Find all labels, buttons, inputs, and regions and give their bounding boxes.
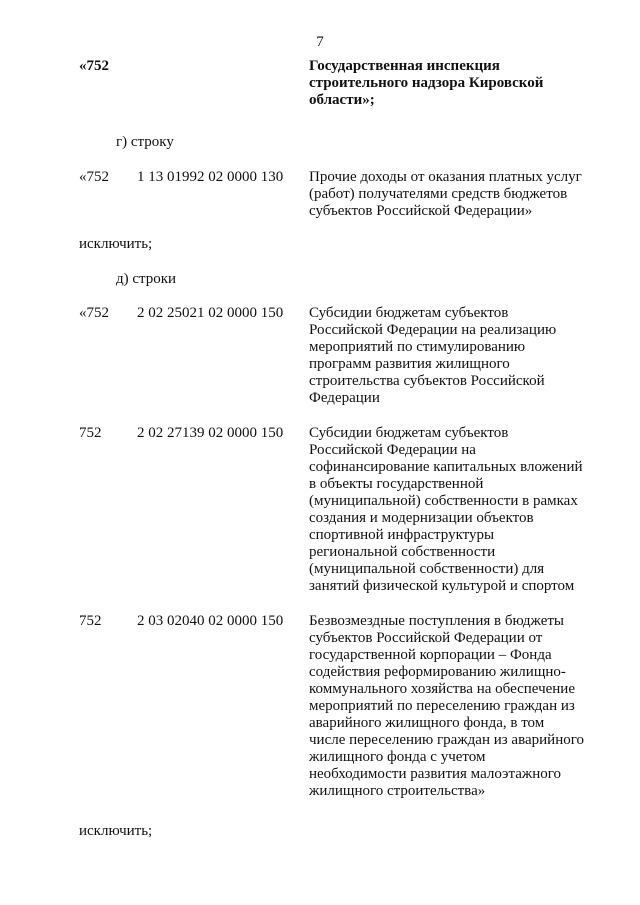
description-line: аварийного жилищного фонда, в том xyxy=(309,715,545,731)
description-line: (муниципальной собственности) для xyxy=(309,561,545,577)
row-d1-kbk: 2 02 25021 02 0000 150 xyxy=(137,305,284,321)
row-g-description xyxy=(309,169,599,220)
description-line: государственной корпорации – Фонда xyxy=(309,647,552,663)
row-g-code: «752 xyxy=(79,169,109,185)
description-line: субъектов Российской Федерации от xyxy=(309,630,543,646)
description-line: содействия реформированию жилищно- xyxy=(309,664,566,680)
row-g-kbk: 1 13 01992 02 0000 130 xyxy=(137,169,284,185)
description-line: строительства субъектов Российской xyxy=(309,373,545,389)
description-line: в объекты государственной xyxy=(309,476,484,492)
description-line: необходимости развития малоэтажного xyxy=(309,766,562,782)
description-line: Субсидии бюджетам субъектов xyxy=(309,425,509,441)
description-line: субъектов Российской Федерации» xyxy=(309,203,533,219)
description-line: жилищного фонда с учетом xyxy=(309,749,486,765)
row-d2-code: 752 xyxy=(79,425,102,441)
subitem-g-heading: г) строку xyxy=(116,134,174,150)
description-line: Прочие доходы от оказания платных услуг xyxy=(309,169,582,185)
description-line: софинансирование капитальных вложений xyxy=(309,459,583,475)
row-d3-code: 752 xyxy=(79,613,102,629)
description-line: занятий физической культурой и спортом xyxy=(309,578,575,594)
description-line: Безвозмездные поступления в бюджеты xyxy=(309,613,564,629)
description-line: региональной собственности xyxy=(309,544,496,560)
exclude-text-2: исключить; xyxy=(79,823,153,839)
description-line: программ развития жилищного xyxy=(309,356,510,372)
subitem-d-heading: д) строки xyxy=(116,271,177,287)
description-line: числе переселению граждан из аварийного xyxy=(309,732,584,748)
row-d3-description xyxy=(309,613,599,800)
description-line: (муниципальной) собственности в рамках xyxy=(309,493,578,509)
row-d1-description xyxy=(309,305,599,407)
row-d2-description xyxy=(309,425,599,595)
header-name-line: строительного надзора Кировской xyxy=(309,75,544,91)
description-line: Федерации xyxy=(309,390,380,406)
row-d3-kbk: 2 03 02040 02 0000 150 xyxy=(137,613,284,629)
header-code: «752 xyxy=(79,58,109,74)
description-line: жилищного строительства» xyxy=(309,783,486,799)
exclude-text-1: исключить; xyxy=(79,236,153,252)
description-line: мероприятий по стимулированию xyxy=(309,339,526,355)
description-line: Субсидии бюджетам субъектов xyxy=(309,305,509,321)
header-name-line: Государственная инспекция xyxy=(309,58,500,74)
header-name xyxy=(309,58,599,109)
description-line: мероприятий по переселению граждан из xyxy=(309,698,575,714)
description-line: создания и модернизации объектов xyxy=(309,510,534,526)
description-line: спортивной инфраструктуры xyxy=(309,527,495,543)
row-d2-kbk: 2 02 27139 02 0000 150 xyxy=(137,425,284,441)
header-name-line: области»; xyxy=(309,92,375,108)
description-line: (работ) получателями средств бюджетов xyxy=(309,186,568,202)
description-line: Российской Федерации на xyxy=(309,442,476,458)
row-d1-code: «752 xyxy=(79,305,109,321)
page-number: 7 xyxy=(316,34,324,50)
description-line: коммунального хозяйства на обеспечение xyxy=(309,681,575,697)
description-line: Российской Федерации на реализацию xyxy=(309,322,557,338)
